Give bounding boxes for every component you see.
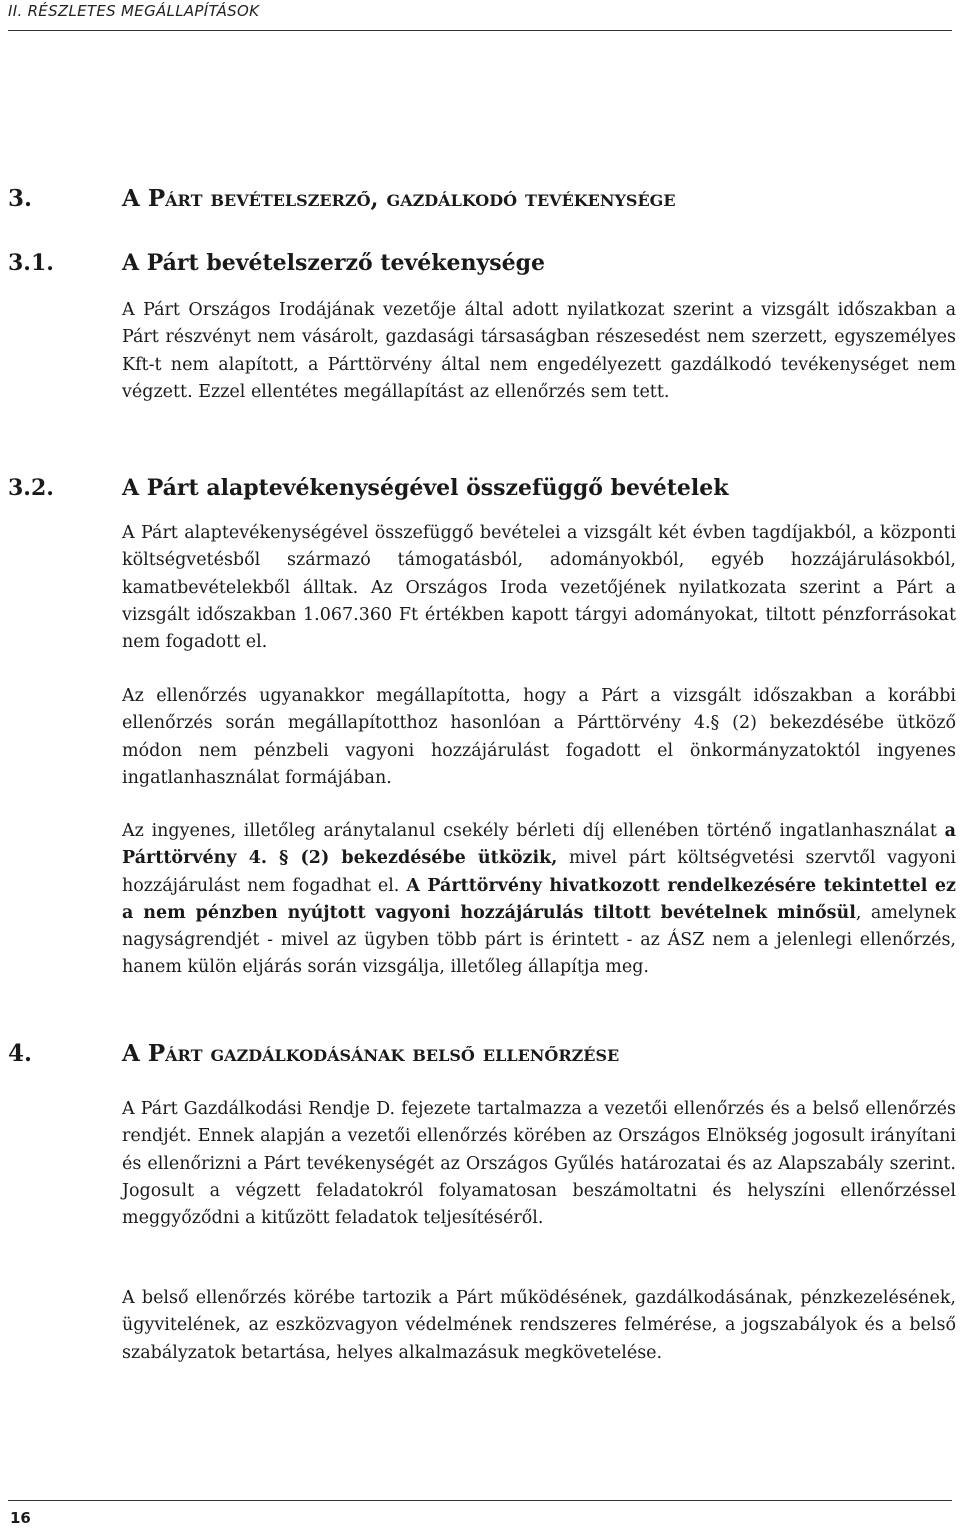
page-number: 16 [10,1509,31,1527]
section-3-number: 3. [8,185,33,212]
section-3-title: A Párt bevételszerző, gazdálkodó tevékenysége [122,185,676,212]
section-3-1-number: 3.1. [8,250,54,276]
section-3-2-paragraph-1: A Párt alaptevékenységével összefüggő bevételei a vizsgált két évben tagdíjakból, a központi költségvetésből származó támogatásból, adományokból, egyéb hozzájárulásokból, kamatbevételekből álltak. Az Országos Iroda vezetőjének nyilatkozata szerint a Párt a vizsgált időszakban 1.067.360 Ft értékben kapott tárgyi adományokat, tiltott pénzforrásokat nem fogadott el. [122,523,956,653]
section-3-1-paragraph: A Párt Országos Irodájának vezetője által adott nyilatkozat szerint a vizsgált időszakban a Párt részvényt nem vásárolt, gazdasági társaságban részesedést nem szerzett, egyszemélyes Kft-t nem alapított, a Párttörvény által nem engedélyezett gazdálkodó tevékenységet nem végzett. Ezzel ellentétes megállapítást az ellenőrzés sem tett. [122,300,956,402]
paragraph-3-text-2: mivel párt költségvetési szervtől vagyoni hozzájárulást nem fogadhat el. [122,848,957,896]
section-4-paragraph-1: A Párt Gazdálkodási Rendje D. fejezete tartalmazza a vezetői ellenőrzés és a belső ellenőrzés rendjét. Ennek alapján a vezetői ellenőrzés körében az Országos Elnökség jogosult irányítani és ellenőrizni a Párt tevékenységét az Országos Gyűlés határozatai és az Alapszabály szerint. Jogosult a végzett feladatokról folyamatosan beszámoltatni és helyszíni ellenőrzéssel meggyőződni a kitűzött feladatok teljesítéséről. [122,1099,956,1229]
paragraph-3-text-1: Az ingyenes, illetőleg aránytalanul csekély bérleti díj ellenében történő ingatlanhasználat [122,821,945,841]
running-header: II. RÉSZLETES MEGÁLLAPÍTÁSOK [8,2,260,20]
section-4-number: 4. [8,1040,33,1067]
paragraph-3-bold-1: a Párttörvény 4. § (2) bekezdésébe ütközik, [122,821,956,869]
paragraph-3-bold-2: A Párttörvény hivatkozott rendelkezésére tekintettel ez a nem pénzben nyújtott vagyoni hozzájárulás tiltott bevételnek minősül [122,875,956,923]
footer-rule [8,1500,952,1501]
section-3-1-title: A Párt bevételszerző tevékenysége [122,250,546,276]
section-3-2-paragraph-3 [122,818,956,982]
section-3-2-paragraph-2: Az ellenőrzés ugyanakkor megállapította, hogy a Párt a vizsgált időszakban a korábbi ellenőrzés során megállapítotthoz hasonlóan a Párttörvény 4.§ (2) bekezdésébe ütköző módon nem pénzbeli vagyoni hozzájárulást fogadott el önkormányzatoktól ingyenes ingatlanhasználat formájában. [122,686,956,788]
paragraph-3-text-3: , amelynek nagyságrendjét - mivel az ügyben több párt is érintett - az ÁSZ nem a jelenlegi ellenőrzés, hanem külön eljárás során vizsgálja, illetőleg állapítja meg. [122,902,957,978]
header-rule [8,30,952,31]
section-4-paragraph-2: A belső ellenőrzés körébe tartozik a Párt működésének, gazdálkodásának, pénzkezelésének, ügyvitelének, az eszközvagyon védelmének rendszeres felmérése, a jogszabályok és a belső szabályzatok betartása, helyes alkalmazásuk megkövetelése. [122,1288,956,1363]
section-3-2-title: A Párt alaptevékenységével összefüggő bevételek [122,475,729,501]
section-3-2-number: 3.2. [8,475,54,501]
section-4-title: A Párt gazdálkodásának belső ellenőrzése [122,1040,620,1067]
